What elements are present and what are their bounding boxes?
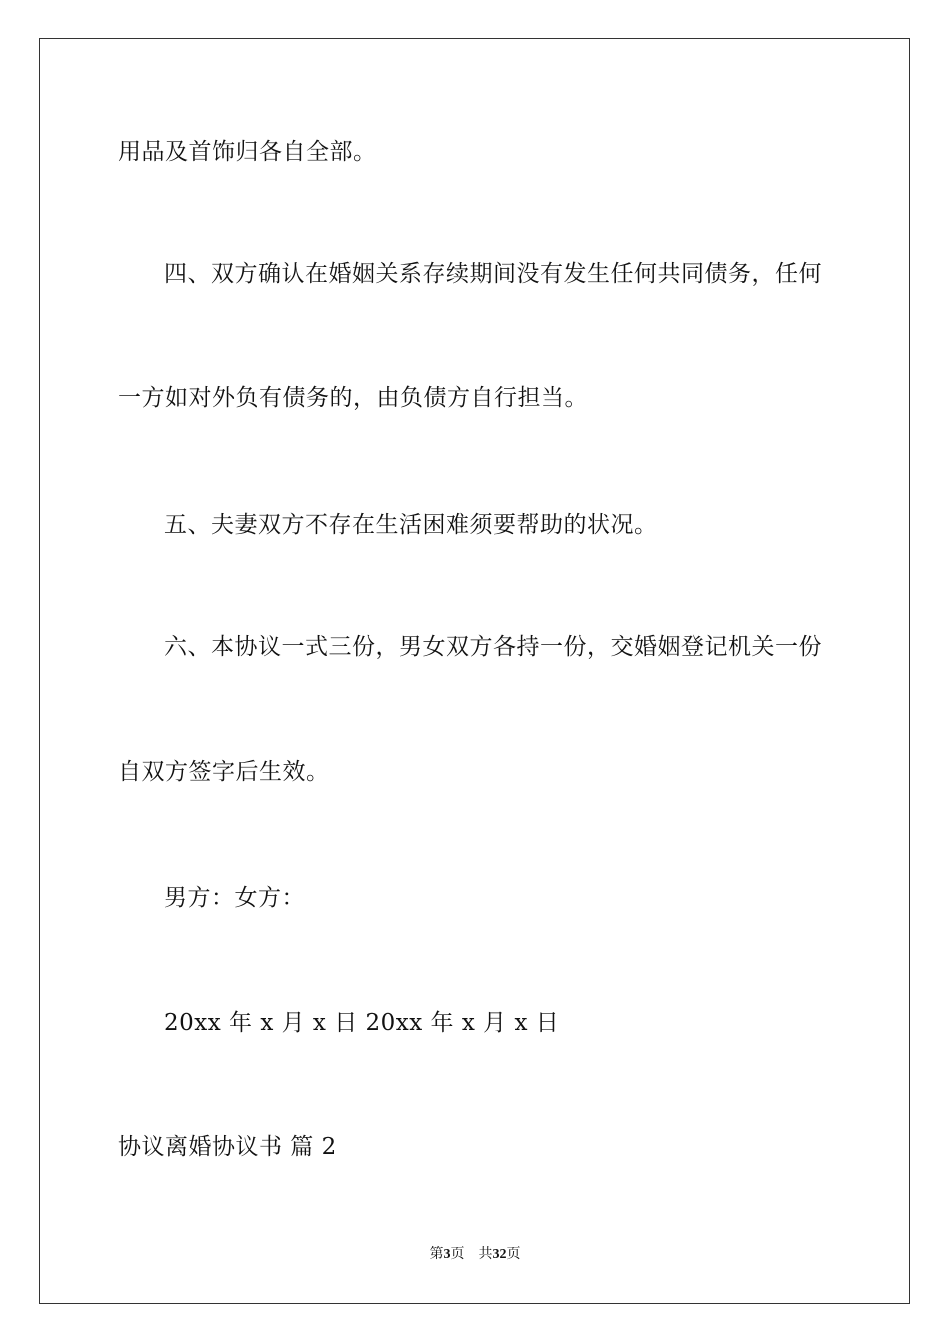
date-line: 20xx 年 x 月 x 日 20xx 年 x 月 x 日 — [164, 1010, 560, 1036]
paragraph-line-5: 六、本协议一式三份，男女双方各持一份，交婚姻登记机关一份 — [164, 634, 822, 660]
paragraph-line-3: 一方如对外负有债务的，由负债方自行担当。 — [118, 385, 588, 411]
section-heading: 协议离婚协议书 篇 2 — [118, 1134, 337, 1160]
paragraph-line-6: 自双方签字后生效。 — [118, 759, 330, 785]
signature-line: 男方：女方： — [164, 885, 305, 911]
paragraph-line-4: 五、夫妻双方不存在生活困难须要帮助的状况。 — [164, 512, 658, 538]
footer-total-suffix: 页 — [506, 1247, 521, 1262]
footer-page-prefix: 第 — [429, 1247, 444, 1262]
paragraph-line-1: 用品及首饰归各自全部。 — [118, 139, 377, 165]
footer-page-number: 3 — [443, 1247, 451, 1262]
page-border — [39, 38, 910, 1304]
paragraph-line-2: 四、双方确认在婚姻关系存续期间没有发生任何共同债务，任何 — [164, 261, 822, 287]
page-footer — [0, 1246, 950, 1264]
footer-total-prefix: 共 — [478, 1247, 493, 1262]
footer-page-suffix: 页 — [450, 1247, 465, 1262]
footer-total-pages: 32 — [492, 1247, 507, 1262]
